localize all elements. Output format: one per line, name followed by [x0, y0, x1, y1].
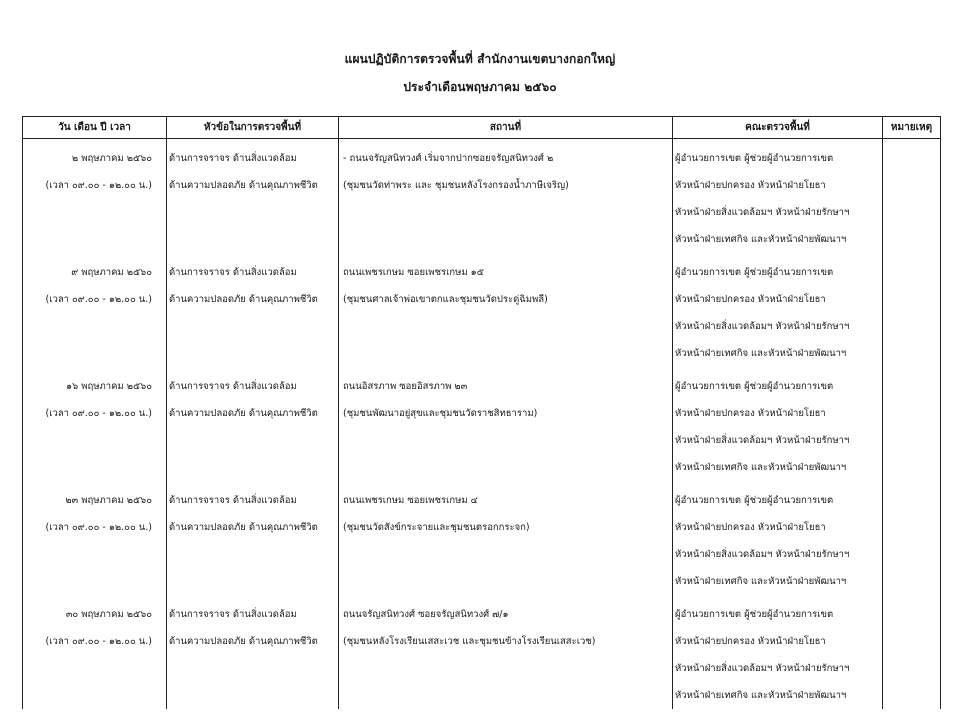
date-text: ๒ พฤษภาคม ๒๕๖๐ [71, 153, 152, 164]
header-date-time: วัน เดือน ปี เวลา [23, 117, 167, 139]
place-line: - ถนนจรัญสนิทวงศ์ เริ่มจากปากซอยจรัญสนิทวงศ์ ๒ [343, 153, 554, 164]
date-cell [23, 139, 167, 254]
team-line: หัวหน้าฝ่ายเทศกิจ และหัวหน้าฝ่ายพัฒนาฯ [675, 234, 847, 245]
time-text: (เวลา ๐๙.๐๐ - ๑๒.๐๐ น.) [45, 522, 152, 533]
team-line: หัวหน้าฝ่ายสิ่งแวดล้อมฯ หัวหน้าฝ่ายรักษาฯ [675, 207, 850, 218]
topic-cell [167, 595, 339, 709]
place-cell [339, 595, 673, 709]
table-row [23, 139, 941, 254]
topic-line: ด้านความปลอดภัย ด้านคุณภาพชีวิต [169, 636, 318, 647]
date-text: ๙ พฤษภาคม ๒๕๖๐ [71, 267, 152, 278]
team-line: ผู้อำนวยการเขต ผู้ช่วยผู้อำนวยการเขต [675, 495, 834, 506]
topic-cell [167, 481, 339, 595]
team-line: ผู้อำนวยการเขต ผู้ช่วยผู้อำนวยการเขต [675, 153, 834, 164]
place-line: ถนนเพชรเกษม ซอยเพชรเกษม ๔ [343, 495, 478, 506]
team-line: หัวหน้าฝ่ายเทศกิจ และหัวหน้าฝ่ายพัฒนาฯ [675, 348, 847, 359]
header-team: คณะตรวจพื้นที่ [673, 117, 883, 139]
topic-line: ด้านการจราจร ด้านสิ่งแวดล้อม [169, 267, 297, 278]
team-line: หัวหน้าฝ่ายปกครอง หัวหน้าฝ่ายโยธา [675, 180, 826, 191]
time-text: (เวลา ๐๙.๐๐ - ๑๒.๐๐ น.) [45, 180, 152, 191]
place-line: (ชุมชนศาลเจ้าพ่อเขาตกและชุมชนวัดประดู่ฉิมพลี) [343, 294, 548, 305]
topic-line: ด้านการจราจร ด้านสิ่งแวดล้อม [169, 381, 297, 392]
topic-line: ด้านความปลอดภัย ด้านคุณภาพชีวิต [169, 180, 318, 191]
note-cell [883, 139, 941, 254]
team-line: ผู้อำนวยการเขต ผู้ช่วยผู้อำนวยการเขต [675, 381, 834, 392]
topic-line: ด้านความปลอดภัย ด้านคุณภาพชีวิต [169, 522, 318, 533]
team-cell [673, 367, 883, 481]
topic-line: ด้านการจราจร ด้านสิ่งแวดล้อม [169, 495, 297, 506]
team-cell [673, 253, 883, 367]
table-row [23, 595, 941, 709]
topic-line: ด้านการจราจร ด้านสิ่งแวดล้อม [169, 153, 297, 164]
topic-line: ด้านความปลอดภัย ด้านคุณภาพชีวิต [169, 408, 318, 419]
header-topic: หัวข้อในการตรวจพื้นที่ [167, 117, 339, 139]
date-text: ๓๐ พฤษภาคม ๒๕๖๐ [65, 609, 152, 620]
place-line: (ชุมชนวัดสังข์กระจายและชุมชนตรอกกระจก) [343, 522, 530, 533]
place-line: ถนนจรัญสนิทวงศ์ ซอยจรัญสนิทวงศ์ ๗/๑ [343, 609, 509, 620]
place-line: (ชุมชนพัฒนาอยู่สุขและชุมชนวัดราชสิทธาราม) [343, 408, 538, 419]
place-line: ถนนเพชรเกษม ซอยเพชรเกษม ๑๕ [343, 267, 484, 278]
team-line: หัวหน้าฝ่ายสิ่งแวดล้อมฯ หัวหน้าฝ่ายรักษาฯ [675, 663, 850, 674]
document-title: แผนปฏิบัติการตรวจพื้นที่ สำนักงานเขตบางกอกใหญ่ [344, 52, 616, 66]
date-cell [23, 595, 167, 709]
team-line: ผู้อำนวยการเขต ผู้ช่วยผู้อำนวยการเขต [675, 609, 834, 620]
date-text: ๒๓ พฤษภาคม ๒๕๖๐ [65, 495, 152, 506]
team-line: หัวหน้าฝ่ายปกครอง หัวหน้าฝ่ายโยธา [675, 294, 826, 305]
team-cell [673, 481, 883, 595]
team-line: หัวหน้าฝ่ายปกครอง หัวหน้าฝ่ายโยธา [675, 522, 826, 533]
time-text: (เวลา ๐๙.๐๐ - ๑๒.๐๐ น.) [45, 636, 152, 647]
table-header-row [23, 117, 941, 139]
place-cell [339, 139, 673, 254]
team-line: หัวหน้าฝ่ายสิ่งแวดล้อมฯ หัวหน้าฝ่ายรักษาฯ [675, 435, 850, 446]
place-cell [339, 481, 673, 595]
place-cell [339, 253, 673, 367]
table-row [23, 367, 941, 481]
place-line: (ชุมชนวัดท่าพระ และ ชุมชนหลังโรงกรองน้ำภาษีเจริญ) [343, 180, 569, 191]
note-cell [883, 481, 941, 595]
team-line: หัวหน้าฝ่ายสิ่งแวดล้อมฯ หัวหน้าฝ่ายรักษาฯ [675, 321, 850, 332]
date-text: ๑๖ พฤษภาคม ๒๕๖๐ [66, 381, 152, 392]
team-line: หัวหน้าฝ่ายเทศกิจ และหัวหน้าฝ่ายพัฒนาฯ [675, 690, 847, 701]
inspection-plan-table [22, 116, 941, 709]
team-line: หัวหน้าฝ่ายเทศกิจ และหัวหน้าฝ่ายพัฒนาฯ [675, 462, 847, 473]
note-cell [883, 253, 941, 367]
team-line: หัวหน้าฝ่ายปกครอง หัวหน้าฝ่ายโยธา [675, 408, 826, 419]
team-cell [673, 139, 883, 254]
place-line: ถนนอิสรภาพ ซอยอิสรภาพ ๒๓ [343, 381, 468, 392]
time-text: (เวลา ๐๙.๐๐ - ๑๒.๐๐ น.) [45, 408, 152, 419]
place-cell [339, 367, 673, 481]
place-line: (ชุมชนหลังโรงเรียนเสสะเวช และชุมชนข้างโรงเรียนเสสะเวช) [343, 636, 596, 647]
team-cell [673, 595, 883, 709]
team-line: หัวหน้าฝ่ายเทศกิจ และหัวหน้าฝ่ายพัฒนาฯ [675, 576, 847, 587]
topic-cell [167, 367, 339, 481]
note-cell [883, 367, 941, 481]
team-line: หัวหน้าฝ่ายปกครอง หัวหน้าฝ่ายโยธา [675, 636, 826, 647]
date-cell [23, 367, 167, 481]
topic-cell [167, 139, 339, 254]
topic-line: ด้านการจราจร ด้านสิ่งแวดล้อม [169, 609, 297, 620]
table-row [23, 253, 941, 367]
topic-cell [167, 253, 339, 367]
date-cell [23, 481, 167, 595]
date-cell [23, 253, 167, 367]
time-text: (เวลา ๐๙.๐๐ - ๑๒.๐๐ น.) [45, 294, 152, 305]
team-line: หัวหน้าฝ่ายสิ่งแวดล้อมฯ หัวหน้าฝ่ายรักษาฯ [675, 549, 850, 560]
header-note: หมายเหตุ [883, 117, 941, 139]
team-line: ผู้อำนวยการเขต ผู้ช่วยผู้อำนวยการเขต [675, 267, 834, 278]
table-row [23, 481, 941, 595]
note-cell [883, 595, 941, 709]
topic-line: ด้านความปลอดภัย ด้านคุณภาพชีวิต [169, 294, 318, 305]
document-subtitle: ประจำเดือนพฤษภาคม ๒๕๖๐ [403, 80, 557, 94]
header-place: สถานที่ [339, 117, 673, 139]
